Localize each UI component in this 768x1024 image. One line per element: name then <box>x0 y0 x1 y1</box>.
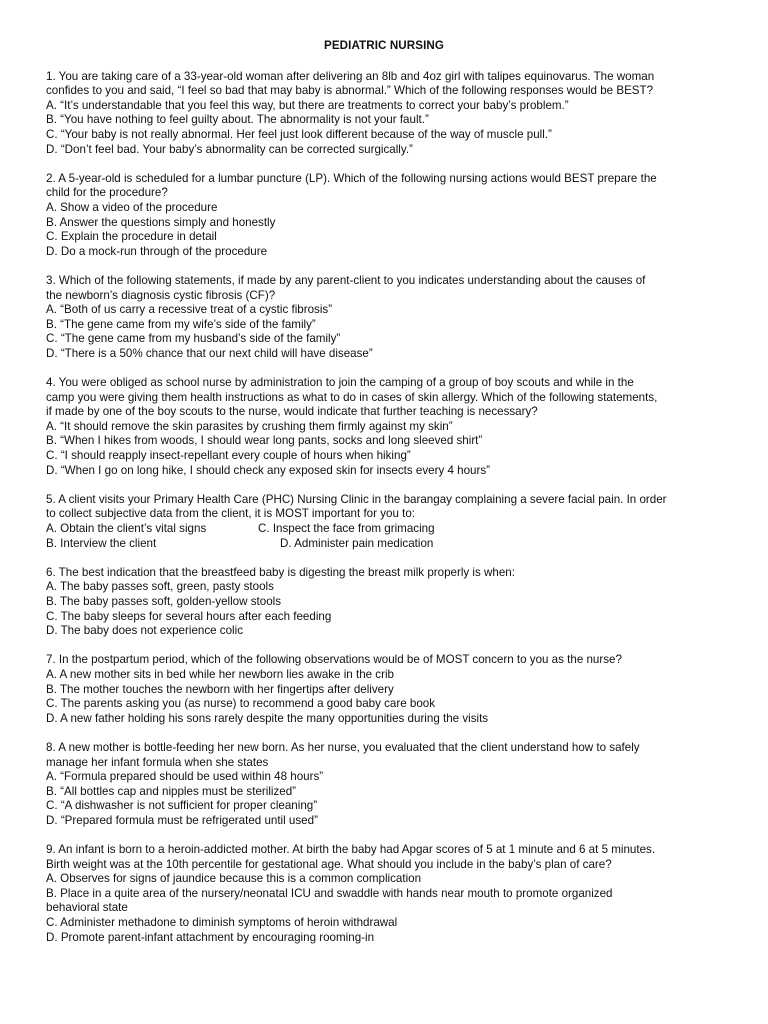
answer-option-c: C. The baby sleeps for several hours after each feeding <box>46 609 332 623</box>
answer-option-d: D. Promote parent-infant attachment by encouraging rooming-in <box>46 930 375 944</box>
answer-option-b: B. The baby passes soft, golden-yellow stools <box>46 594 282 608</box>
answer-option-d: D. Administer pain medication <box>280 536 434 550</box>
question-stem-line: 5. A client visits your Primary Health Care (PHC) Nursing Clinic in the barangay complaining a severe facial pain. In order <box>46 492 667 506</box>
question-7 <box>46 653 722 726</box>
question-stem-line: confides to you and said, “I feel so bad that may baby is abnormal.” Which of the following responses would be BEST? <box>46 84 654 98</box>
question-stem-line: if made by one of the boy scouts to the nurse, would indicate that further teaching is necessary? <box>46 405 538 419</box>
question-stem-line: Birth weight was at the 10th percentile for gestational age. What should you include in the baby’s plan of care? <box>46 857 612 871</box>
answer-option-b: B. Interview the client <box>46 536 157 550</box>
answer-option-c: C. The parents asking you (as nurse) to recommend a good baby care book <box>46 697 436 711</box>
question-stem-line: 6. The best indication that the breastfeed baby is digesting the breast milk properly is when: <box>46 565 515 579</box>
question-stem-line: 4. You were obliged as school nurse by administration to join the camping of a group of boy scouts and while in the <box>46 376 634 390</box>
question-8 <box>46 741 722 829</box>
question-stem-line: manage her infant formula when she states <box>46 755 269 769</box>
question-stem-line: 9. An infant is born to a heroin-addicted mother. At birth the baby had Apgar scores of 5 at 1 minute and 6 at 5 minutes. <box>46 843 656 857</box>
answer-option-a: A. “It should remove the skin parasites by crushing them firmly against my skin” <box>46 419 453 433</box>
question-9 <box>46 843 722 945</box>
answer-option-a: A. “Formula prepared should be used within 48 hours” <box>46 770 324 784</box>
answer-option-a: A. “It’s understandable that you feel this way, but there are treatments to correct your baby’s problem.” <box>46 98 569 112</box>
answer-option-b: B. Answer the questions simply and honestly <box>46 215 276 229</box>
answer-option-b: B. The mother touches the newborn with her fingertips after delivery <box>46 682 394 696</box>
answer-option-a: A. Obtain the client’s vital signs <box>46 522 207 535</box>
answer-option-c: C. Administer methadone to diminish symptoms of heroin withdrawal <box>46 916 398 930</box>
question-2 <box>46 172 722 260</box>
answer-option-a: A. Observes for signs of jaundice because this is a common complication <box>46 872 422 886</box>
question-stem-line: 1. You are taking care of a 33-year-old woman after delivering an 8lb and 4oz girl with talipes equinovarus. The woman <box>46 69 655 83</box>
question-6 <box>46 566 722 639</box>
question-stem-line: 2. A 5-year-old is scheduled for a lumbar puncture (LP). Which of the following nursing actions would BEST prepare the <box>46 171 657 185</box>
answer-option-c: C. “The gene came from my husband’s side of the family” <box>46 332 341 346</box>
answer-option-c: C. Explain the procedure in detail <box>46 230 217 244</box>
answer-option-d: D. “Prepared formula must be refrigerated until used” <box>46 813 318 827</box>
question-3 <box>46 274 722 362</box>
answer-option-c: C. “Your baby is not really abnormal. Her feel just look different because of the way of muscle pull.” <box>46 127 552 141</box>
answer-option-d: D. Do a mock-run through of the procedure <box>46 244 268 258</box>
question-stem-line: 3. Which of the following statements, if made by any parent-client to you indicates understanding about the causes of <box>46 273 646 287</box>
answer-option-d: D. The baby does not experience colic <box>46 624 243 638</box>
answer-option-a: A. “Both of us carry a recessive treat of a cystic fibrosis” <box>46 303 333 317</box>
answer-option-c: C. Inspect the face from grimacing <box>258 522 435 535</box>
answer-option-d: D. A new father holding his sons rarely despite the many opportunities during the visits <box>46 711 489 725</box>
answer-option-c: C. “I should reapply insect-repellant every couple of hours when hiking” <box>46 449 411 463</box>
document-title: PEDIATRIC NURSING <box>323 39 444 52</box>
question-stem-line: camp you were giving them health instructions as what to do in cases of skin allergy. Which of the following statements, <box>46 390 658 404</box>
answer-option-b-continued: behavioral state <box>46 901 128 915</box>
answer-option-d: D. “Don’t feel bad. Your baby’s abnormality can be corrected surgically.” <box>46 142 413 156</box>
question-5 <box>46 493 722 551</box>
answer-option-row <box>46 537 722 552</box>
question-stem-line: to collect subjective data from the client, it is MOST important for you to: <box>46 507 416 521</box>
question-stem-line: 8. A new mother is bottle-feeding her new born. As her nurse, you evaluated that the client understand how to safely <box>46 740 640 754</box>
answer-option-b: B. “You have nothing to feel guilty about. The abnormality is not your fault.” <box>46 113 429 127</box>
question-stem-line: child for the procedure? <box>46 186 168 200</box>
answer-option-b: B. “When I hikes from woods, I should wear long pants, socks and long sleeved shirt” <box>46 434 483 448</box>
answer-option-row <box>46 522 722 537</box>
answer-option-d: D. “When I go on long hike, I should check any exposed skin for insects every 4 hours” <box>46 463 491 477</box>
question-stem-line: 7. In the postpartum period, which of the following observations would be of MOST concern to you as the nurse? <box>46 653 622 667</box>
question-1 <box>46 70 722 158</box>
question-stem-line: the newborn’s diagnosis cystic fibrosis (CF)? <box>46 288 276 302</box>
answer-option-b: B. Place in a quite area of the nursery/neonatal ICU and swaddle with hands near mouth to promote organized <box>46 886 613 900</box>
answer-option-a: A. A new mother sits in bed while her newborn lies awake in the crib <box>46 667 394 681</box>
answer-option-d: D. “There is a 50% chance that our next child will have disease” <box>46 346 373 360</box>
question-4 <box>46 376 722 478</box>
answer-option-b: B. “All bottles cap and nipples must be sterilized” <box>46 784 297 798</box>
answer-option-a: A. Show a video of the procedure <box>46 200 218 214</box>
answer-option-a: A. The baby passes soft, green, pasty stools <box>46 580 274 594</box>
answer-option-c: C. “A dishwasher is not sufficient for proper cleaning” <box>46 799 318 813</box>
answer-option-b: B. “The gene came from my wife’s side of the family” <box>46 317 316 331</box>
